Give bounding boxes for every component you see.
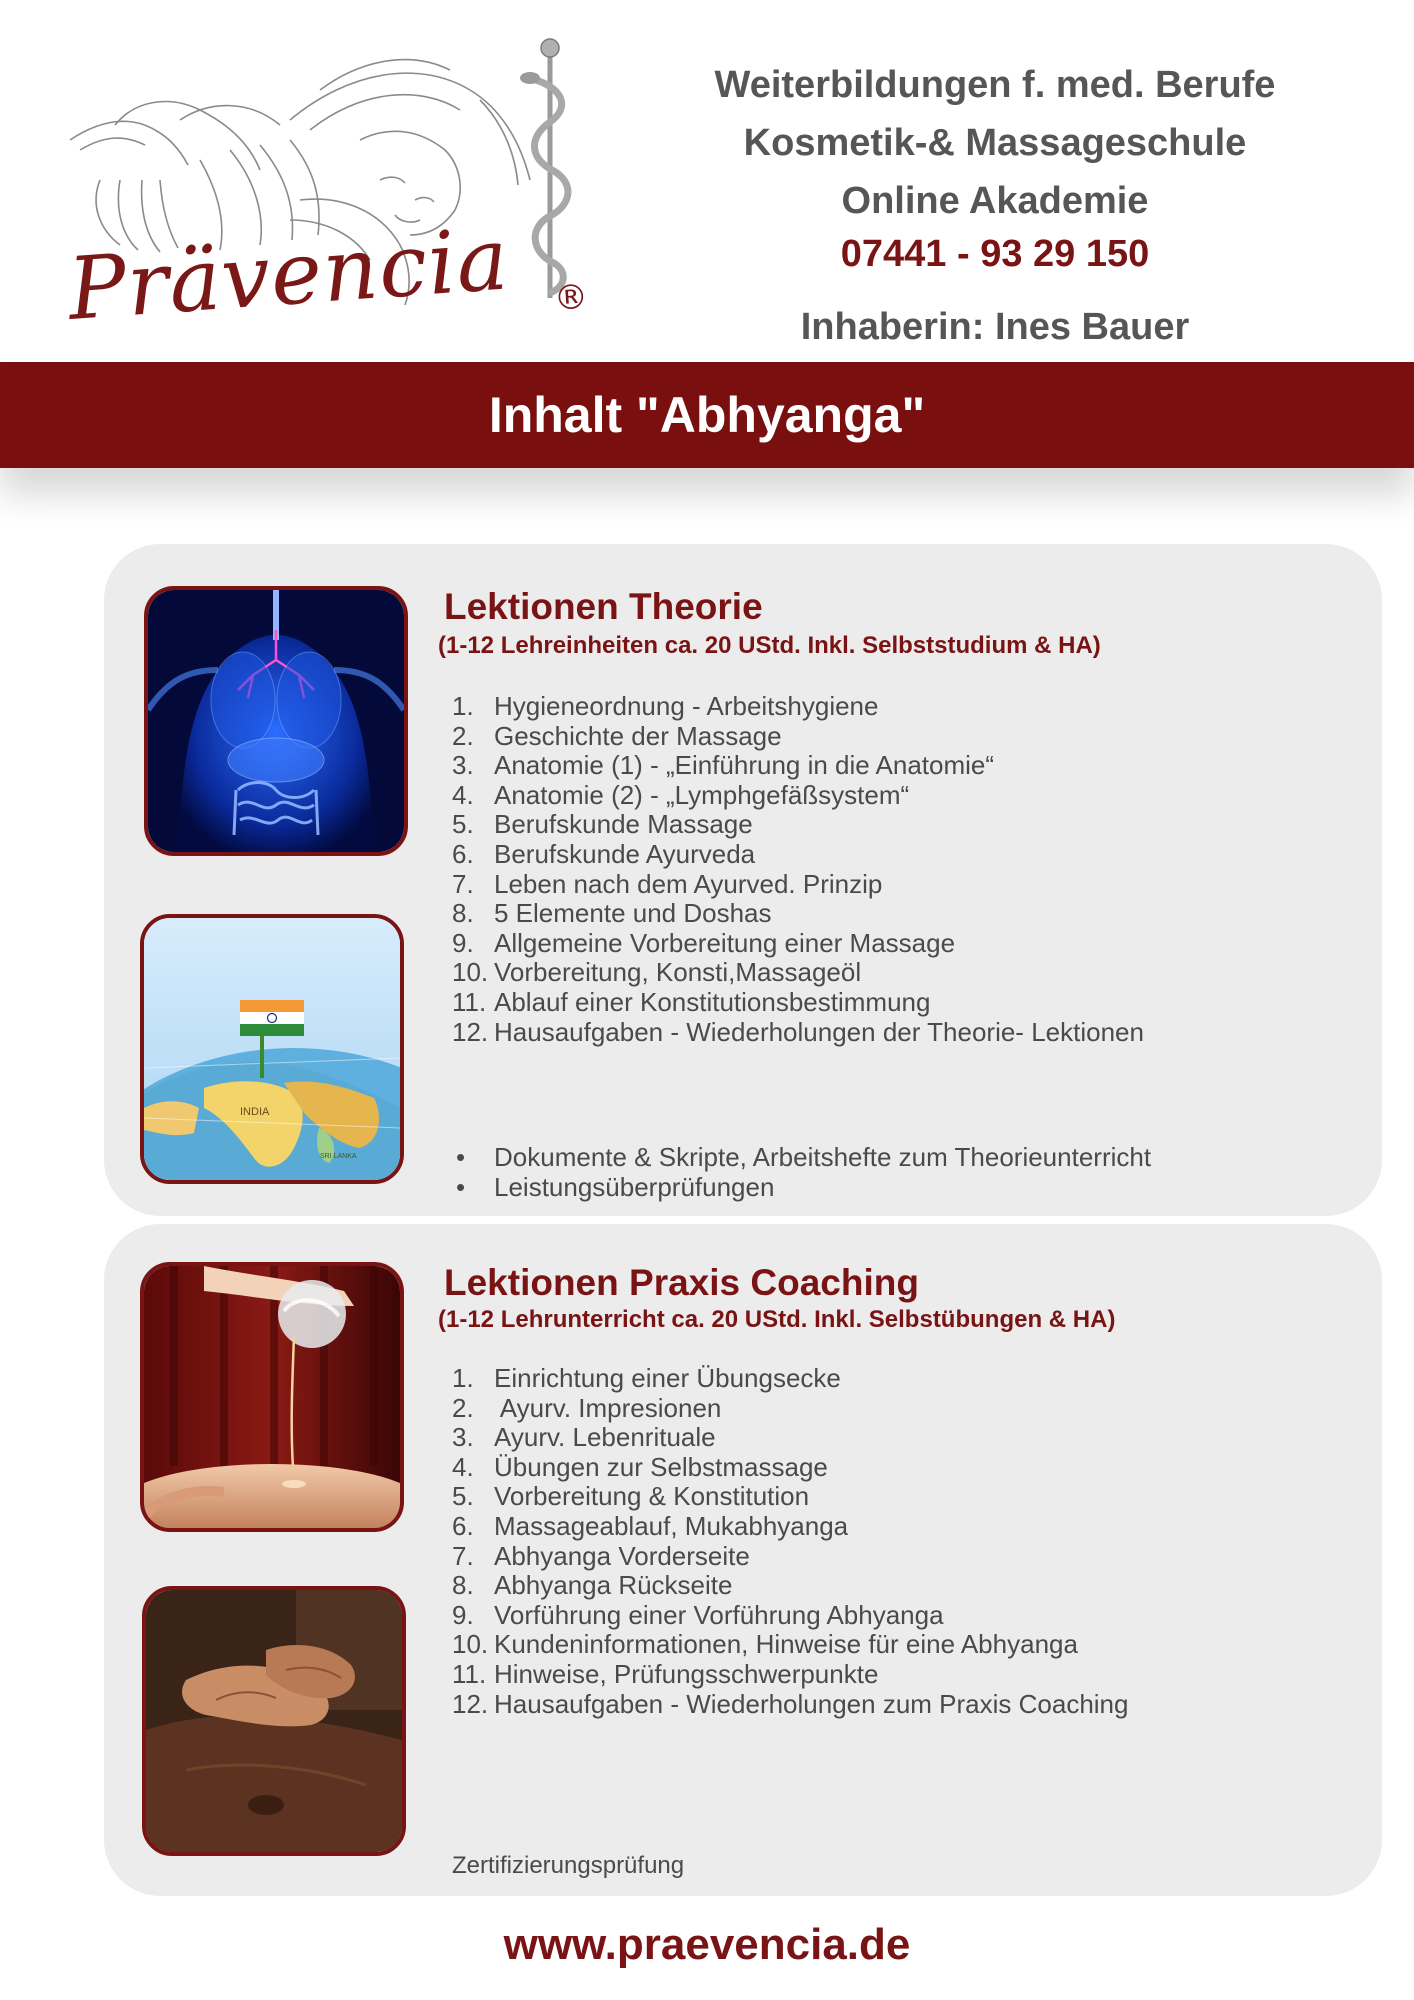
list-item: 4. Anatomie (2) - „Lymphgefäßsystem“ [452, 779, 910, 810]
list-item: 2. Geschichte der Massage [452, 720, 782, 751]
list-item: 11. Hinweise, Prüfungsschwerpunkte [452, 1658, 879, 1689]
theory-lesson-list [452, 692, 1144, 1047]
certification-note: Zertifizierungsprüfung [452, 1852, 685, 1879]
list-item: 10. Vorbereitung, Konsti,Massageöl [452, 957, 862, 988]
tagline-3: Online Akademie [841, 180, 1149, 222]
bullet-item: • Dokumente & Skripte, Arbeitshefte zum Theorieunterricht [456, 1142, 1152, 1172]
theory-subtitle: (1-12 Lehreinheiten ca. 20 UStd. Inkl. Selbststudium & HA) [438, 632, 1101, 659]
list-item: 9. Allgemeine Vorbereitung einer Massage [452, 927, 956, 958]
website-link[interactable]: www.praevencia.de [503, 1920, 911, 1969]
praxis-card [104, 1224, 1382, 1896]
praxis-title: Lektionen Praxis Coaching [444, 1262, 919, 1303]
bullet-item: • Leistungsüberprüfungen [456, 1172, 775, 1202]
list-item: 8. Abhyanga Rückseite [452, 1570, 733, 1601]
oil-pouring-image [140, 1262, 404, 1532]
list-item: 12. Hausaufgaben - Wiederholungen der Theorie- Lektionen [452, 1016, 1144, 1047]
globe-label-sri-lanka: SRI LANKA [320, 1153, 357, 1160]
list-item: 11. Ablauf einer Konstitutionsbestimmung [452, 986, 931, 1017]
back-massage-image [142, 1586, 406, 1856]
praxis-subtitle: (1-12 Lehrunterricht ca. 20 UStd. Inkl. Selbstübungen & HA) [438, 1306, 1116, 1333]
list-item: 6. Berufskunde Ayurveda [452, 838, 756, 869]
anatomy-image [144, 586, 408, 856]
list-item: 8. 5 Elemente und Doshas [452, 898, 772, 929]
globe-label-india: INDIA [240, 1106, 270, 1118]
contact-block [640, 56, 1350, 356]
theory-card [104, 544, 1382, 1216]
registered-mark: ® [552, 276, 590, 320]
list-item: 4. Übungen zur Selbstmassage [452, 1451, 828, 1482]
tagline-2: Kosmetik-& Massageschule [743, 122, 1247, 164]
header [0, 0, 1414, 362]
tagline-1: Weiterbildungen f. med. Berufe [714, 64, 1276, 106]
list-item: 5. Berufskunde Massage [452, 809, 753, 840]
list-item: 3. Ayurv. Lebenrituale [452, 1422, 716, 1453]
list-item: 9. Vorführung einer Vorführung Abhyanga [452, 1599, 944, 1630]
india-globe-image [140, 914, 404, 1184]
list-item: 10. Kundeninformationen, Hinweise für eine Abhyanga [452, 1629, 1078, 1660]
list-item: 7. Leben nach dem Ayurved. Prinzip [452, 868, 883, 899]
list-item: 1. Hygieneordnung - Arbeitshygiene [452, 691, 879, 721]
list-item: 7. Abhyanga Vorderseite [452, 1540, 750, 1571]
theory-bullet-list [452, 1142, 1151, 1202]
praxis-lesson-list [452, 1364, 1128, 1719]
list-item: 3. Anatomie (1) - „Einführung in die Anatomie“ [452, 750, 995, 781]
theory-title: Lektionen Theorie [444, 586, 763, 627]
phone-number[interactable]: 07441 - 93 29 150 [840, 233, 1150, 275]
list-item: 6. Massageablauf, Mukabhyanga [452, 1510, 849, 1541]
praevencia-logo [60, 30, 620, 350]
list-item: 12. Hausaufgaben - Wiederholungen zum Praxis Coaching [452, 1688, 1129, 1719]
brand-name: Prävencia [65, 209, 512, 340]
list-item: 5. Vorbereitung & Konstitution [452, 1481, 810, 1512]
page-title: Inhalt "Abhyanga" [0, 362, 1414, 468]
owner-name: Inhaberin: Ines Bauer [800, 306, 1190, 348]
list-item: 2. Ayurv. Impresionen [452, 1392, 722, 1423]
list-item: 1. Einrichtung einer Übungsecke [452, 1363, 841, 1393]
